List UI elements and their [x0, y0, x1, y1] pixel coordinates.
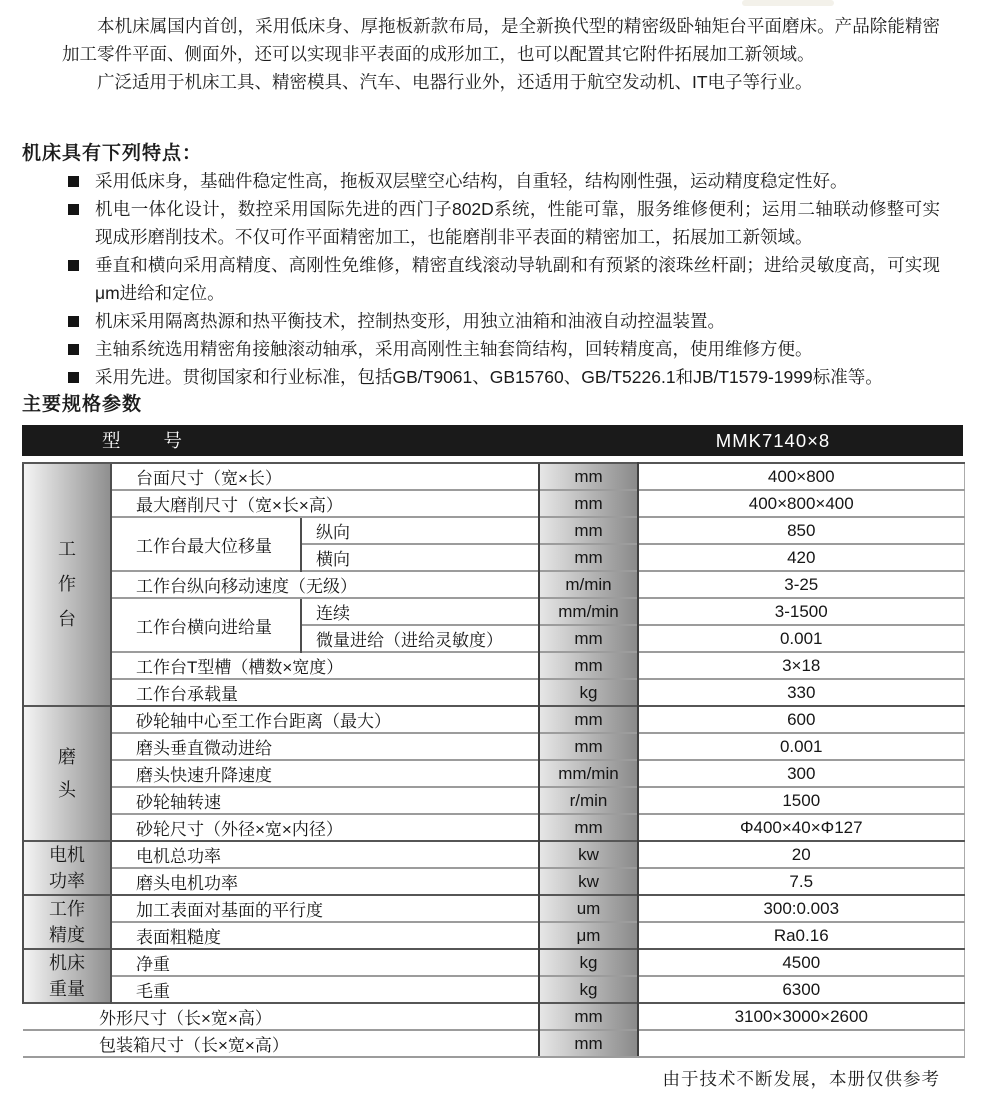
spec-unit: um — [539, 895, 638, 922]
intro-paragraph-1: 本机床属国内首创，采用低床身、厚拖板新款布局，是全新换代型的精密级卧轴矩台平面磨床。产品除能精密加工零件平面、侧面外，还可以实现非平表面的成形加工，也可以配置其它附件拓展加工新领域。 — [62, 16, 940, 64]
spec-unit: mm — [539, 517, 638, 544]
group-cell-motor-power — [23, 841, 111, 895]
spec-unit: mm — [539, 544, 638, 571]
square-bullet-icon — [68, 204, 79, 215]
spec-name: 工作台最大位移量 — [111, 517, 301, 571]
spec-unit: kw — [539, 841, 638, 868]
features-list — [68, 167, 940, 391]
table-row — [23, 571, 964, 598]
square-bullet-icon — [68, 176, 79, 187]
spec-name: 毛重 — [111, 976, 539, 1003]
feature-item — [68, 307, 940, 335]
table-row — [23, 706, 964, 733]
spec-unit: mm — [539, 463, 638, 490]
table-row — [23, 679, 964, 706]
feature-text: 机床采用隔离热源和热平衡技术，控制热变形，用独立油箱和油液自动控温装置。 — [95, 311, 725, 331]
specs-heading: 主要规格参数 — [22, 394, 143, 415]
spec-value: 0.001 — [638, 733, 964, 760]
spec-unit: mm — [539, 625, 638, 652]
spec-name: 工作台T型槽（槽数×宽度） — [111, 652, 539, 679]
spec-value — [638, 1030, 964, 1057]
group-cell-machine-weight — [23, 949, 111, 1003]
square-bullet-icon — [68, 372, 79, 383]
feature-item — [68, 363, 940, 391]
group-label: 机床重量 — [48, 953, 85, 999]
table-row — [23, 787, 964, 814]
table-row — [23, 949, 964, 976]
spec-name: 表面粗糙度 — [111, 922, 539, 949]
group-cell-work-accuracy — [23, 895, 111, 949]
spec-value: 3-1500 — [638, 598, 964, 625]
spec-name: 净重 — [111, 949, 539, 976]
spec-unit: m/min — [539, 571, 638, 598]
group-label: 磨头 — [58, 746, 76, 800]
spec-value: Ra0.16 — [638, 922, 964, 949]
spec-name: 砂轮尺寸（外径×宽×内径） — [111, 814, 539, 841]
spec-unit: r/min — [539, 787, 638, 814]
spec-name: 磨头垂直微动进给 — [111, 733, 539, 760]
group-cell-grinding-head — [23, 706, 111, 841]
spec-name: 台面尺寸（宽×长） — [111, 463, 539, 490]
table-row — [23, 463, 964, 490]
table-row — [23, 868, 964, 895]
model-value: MMK7140×8 — [715, 430, 831, 451]
spec-name: 电机总功率 — [111, 841, 539, 868]
feature-text: 采用先进。贯彻国家和行业标准，包括GB/T9061、GB15760、GB/T5226.1和JB/T1579-1999标准等。 — [95, 367, 883, 387]
table-row — [23, 841, 964, 868]
table-row — [23, 490, 964, 517]
group-label: 工作台 — [58, 539, 76, 629]
spec-value: 600 — [638, 706, 964, 733]
spec-name: 最大磨削尺寸（宽×长×高） — [111, 490, 539, 517]
spec-name: 加工表面对基面的平行度 — [111, 895, 539, 922]
spec-value: 0.001 — [638, 625, 964, 652]
spec-value: 1500 — [638, 787, 964, 814]
spec-subname: 横向 — [301, 544, 539, 571]
group-label: 电机功率 — [48, 845, 85, 891]
spec-name: 工作台横向进给量 — [111, 598, 301, 652]
spec-unit: mm — [539, 652, 638, 679]
feature-item — [68, 167, 940, 195]
table-row — [23, 895, 964, 922]
spec-value: 3100×3000×2600 — [638, 1003, 964, 1030]
spec-name: 工作台纵向移动速度（无级） — [111, 571, 539, 598]
spec-value: 850 — [638, 517, 964, 544]
spec-value: 6300 — [638, 976, 964, 1003]
spec-name: 工作台承载量 — [111, 679, 539, 706]
group-cell-worktable — [23, 463, 111, 706]
table-row — [23, 652, 964, 679]
feature-text: 采用低床身，基础件稳定性高，拖板双层壁空心结构，自重轻，结构刚性强，运动精度稳定性好。 — [95, 171, 848, 191]
spec-value: 420 — [638, 544, 964, 571]
group-label: 工作精度 — [48, 899, 85, 945]
spec-value: 300:0.003 — [638, 895, 964, 922]
spec-unit: kg — [539, 976, 638, 1003]
spec-value: 400×800 — [638, 463, 964, 490]
table-row — [23, 598, 964, 625]
spec-name: 砂轮轴中心至工作台距离（最大） — [111, 706, 539, 733]
spec-subname: 纵向 — [301, 517, 539, 544]
feature-item — [68, 251, 940, 307]
spec-unit: mm — [539, 706, 638, 733]
scan-artifact — [742, 0, 834, 6]
spec-name: 砂轮轴转速 — [111, 787, 539, 814]
spec-name: 包装箱尺寸（长×宽×高） — [23, 1030, 539, 1057]
spec-subname: 连续 — [301, 598, 539, 625]
table-row — [23, 1030, 964, 1057]
spec-unit: kw — [539, 868, 638, 895]
square-bullet-icon — [68, 344, 79, 355]
spec-unit: mm/min — [539, 760, 638, 787]
footer-note: 由于技术不断发展，本册仅供参考 — [662, 1069, 940, 1089]
square-bullet-icon — [68, 316, 79, 327]
spec-unit: μm — [539, 922, 638, 949]
spec-value: 3-25 — [638, 571, 964, 598]
feature-text: 主轴系统选用精密角接触滚动轴承，采用高刚性主轴套筒结构，回转精度高，使用维修方便。 — [95, 339, 813, 359]
table-row — [23, 733, 964, 760]
feature-item — [68, 195, 940, 251]
model-header-bar — [22, 425, 963, 456]
spec-unit: mm — [539, 1003, 638, 1030]
spec-value: 4500 — [638, 949, 964, 976]
spec-value: Φ400×40×Φ127 — [638, 814, 964, 841]
model-label: 型 号 — [102, 430, 185, 451]
square-bullet-icon — [68, 260, 79, 271]
spec-value: 400×800×400 — [638, 490, 964, 517]
spec-value: 330 — [638, 679, 964, 706]
spec-value: 20 — [638, 841, 964, 868]
features-heading: 机床具有下列特点： — [22, 143, 203, 164]
intro-paragraph-2: 广泛适用于机床工具、精密模具、汽车、电器行业外，还适用于航空发动机、IT电子等行业。 — [97, 72, 813, 92]
table-row — [23, 976, 964, 1003]
spec-unit: mm — [539, 1030, 638, 1057]
intro-section — [62, 12, 940, 96]
spec-subname: 微量进给（进给灵敏度） — [301, 625, 539, 652]
spec-name: 外形尺寸（长×宽×高） — [23, 1003, 539, 1030]
spec-unit: mm/min — [539, 598, 638, 625]
table-row — [23, 1003, 964, 1030]
table-row — [23, 760, 964, 787]
table-row — [23, 517, 964, 544]
table-row — [23, 814, 964, 841]
spec-unit: mm — [539, 814, 638, 841]
table-row — [23, 922, 964, 949]
spec-value: 7.5 — [638, 868, 964, 895]
spec-name: 磨头快速升降速度 — [111, 760, 539, 787]
spec-unit: kg — [539, 949, 638, 976]
spec-table — [22, 462, 965, 1058]
spec-unit: mm — [539, 490, 638, 517]
spec-value: 300 — [638, 760, 964, 787]
spec-value: 3×18 — [638, 652, 964, 679]
feature-text: 机电一体化设计，数控采用国际先进的西门子802D系统，性能可靠，服务维修便利；运用二轴联动修整可实现成形磨削技术。不仅可作平面精密加工，也能磨削非平表面的精密加工，拓展加工新领域。 — [95, 199, 940, 247]
spec-name: 磨头电机功率 — [111, 868, 539, 895]
spec-unit: kg — [539, 679, 638, 706]
feature-item — [68, 335, 940, 363]
feature-text: 垂直和横向采用高精度、高刚性免维修，精密直线滚动导轨副和有预紧的滚珠丝杆副；进给灵敏度高，可实现μm进给和定位。 — [95, 255, 940, 303]
spec-unit: mm — [539, 733, 638, 760]
